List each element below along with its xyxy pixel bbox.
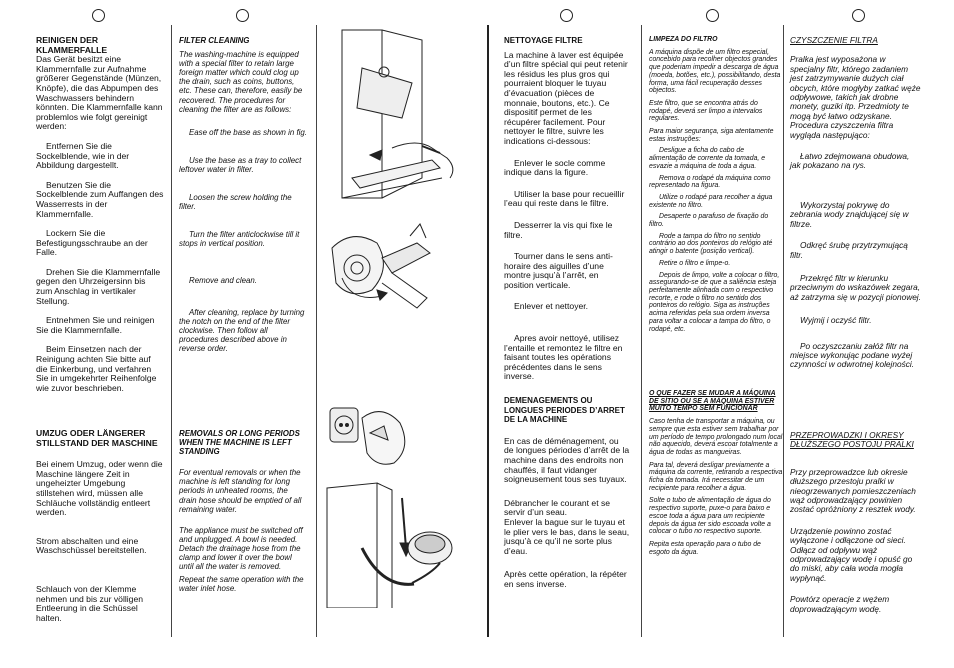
paragraph: Repita esta operação para o tubo de esgoto da água. <box>649 540 761 556</box>
paragraph: Débrancher le courant et se servir d’un seau. Enlever la bague sur le tuyau et le plier vers le bas, dans le seau, jusqu’à ce qu’il ne sorte plus d’eau. <box>504 497 630 556</box>
page-number-marker <box>92 9 105 22</box>
step: Entnehmen Sie und reinigen Sie die Klammernfalle. <box>36 315 155 335</box>
section-heading: NETTOYAGE FILTRE <box>504 36 583 45</box>
step: Entfernen Sie die Sockelblende, wie in der Abbildung dargestellt. <box>36 140 130 171</box>
page-number-marker <box>706 9 719 22</box>
step: Enlever le socle comme indique dans la figure. <box>504 157 606 178</box>
paragraph: The appliance must be switched off and unplugged. A bowl is needed. Detach the drainage hose from the clamp and lower it over the bowl until all the water is removed. <box>179 525 303 572</box>
paragraph: Après cette opération, la répéter en sens inverse. <box>504 569 627 589</box>
step: Desligue a ficha do cabo de alimentação de corrente da tomada, e esvazie a máquina de toda a água. <box>649 147 766 170</box>
step: Loosen the screw holding the filter. <box>179 193 292 212</box>
section-heading: LIMPEZA DO FILTRO <box>649 36 718 43</box>
column-divider-left-2 <box>316 25 317 637</box>
step: Rode a tampa do filtro no sentido contrário ao dos ponteiros do relógio até atingir o batente (posição vertical). <box>649 232 773 256</box>
page-number-marker <box>236 9 249 22</box>
step: Apres avoir nettoyé, utilisez l’entaille et remontez le filtre en faisant toutes les opérations précédentes dans le sens inverse. <box>504 333 623 382</box>
page-divider <box>487 25 489 637</box>
paragraph: The washing-machine is equipped with a special filter to retain large foreign matter which could clog up the drain, such as coins, buttons, etc. These can, therefore, easily be recovered. The procedures for cleaning the filter are as follows: <box>179 50 303 114</box>
french-column <box>504 36 630 589</box>
filter-illustration <box>322 28 484 608</box>
section-heading: REMOVALS OR LONG PERIODS WHEN THE MACHINE IS LEFT STANDING <box>179 429 300 457</box>
paragraph: A máquina dispõe de um filtro especial, concebido para recolher objectos grandes que poderiam impedir a descarga de água (moeda, botões, etc.), possibilitando, desta forma, uma fácil recuperação desses objectos. <box>649 48 781 95</box>
step: Desaperte o parafuso de fixação do filtro. <box>649 213 769 229</box>
portuguese-column <box>649 36 783 556</box>
paragraph: Strom abschalten und eine Waschschüssel bereitstellen. <box>36 535 147 556</box>
step: Remove and clean. <box>189 276 257 286</box>
step: Benutzen Sie die Sockelblende zum Auffangen des Wasserrests in der Klammernfalle. <box>36 179 164 219</box>
paragraph: Solte o tubo de alimentação de água do respectivo suporte, puxe-o para baixo e escoe toda a água para um recipiente depois da água ter sido escoada volte a colocar o tubo no respectivo suporte. <box>649 497 771 536</box>
section-heading: UMZUG ODER LÄNGERER STILLSTAND DER MASCHINE <box>36 428 158 448</box>
step: Po oczyszczaniu załóż filtr na miejsce wykonując podane wyżej czynności w odwrotnej kolejności. <box>790 340 915 370</box>
step: Enlever et nettoyer. <box>514 301 589 312</box>
paragraph: Para maior segurança, siga atentamente estas instruções: <box>649 128 774 143</box>
paragraph: En cas de déménagement, ou de longues périodes d’arrêt de la machine dans des endroits non chauffés, il faut vidanger soigneusement tous ses tuyaux. <box>504 435 630 485</box>
step: Wyjmij i oczyść filtr. <box>800 315 872 326</box>
paragraph: Przy przeprowadzce lub okresie dłuższego przestoju pralki w nieogrzewanych pomieszczeniach wąż odprowadzający powinien zostać opróżniony z resztek wody. <box>790 466 916 515</box>
paragraph: Este filtro, que se encontra atrás do rodapé, deverá ser limpo a intervalos regulares. <box>649 99 763 123</box>
step: Przekręć filtr w kierunku przeciwnym do wskazówek zegara, aż zatrzyma się w pozycji pionowej. <box>790 272 921 302</box>
step: Wykorzystaj pokrywę do zebrania wody znajdującej się w filtrze. <box>790 199 909 229</box>
step: Desserrer la vis qui fixe le filtre. <box>504 219 613 240</box>
paragraph: Para tal, deverá desligar previamente a máquina da corrente, retirando a respectiva ficha da tomada. Irá necessitar de um recipiente para recolher a água. <box>649 461 783 492</box>
column-divider-left <box>171 25 172 637</box>
section-heading: REINIGEN DER KLAMMERFALLE <box>36 35 108 55</box>
page-number-marker <box>852 9 865 22</box>
section-heading: DEMENAGEMENTS OU LONGUES PERIODES D’ARRET DE LA MACHINE <box>504 396 625 425</box>
paragraph: For eventual removals or when the machine is left standing for long periods in unheated rooms, the drain hose should be emptied of all remaining water. <box>179 468 302 514</box>
section-heading: FILTER CLEANING <box>179 36 250 45</box>
step: Remova o rodapé da máquina como representado na figura. <box>649 174 771 190</box>
paragraph: Bei einem Umzug, oder wenn die Maschine längere Zeit in ungeheizter Umgebung stillstehen wird, müssen alle Schläuche vollständig entleert werden. <box>36 459 163 518</box>
step: After cleaning, replace by turning the notch on the end of the filter clockwise. Then follow all procedures described above in reverse order. <box>179 307 305 353</box>
page-number-marker <box>560 9 573 22</box>
section-heading: CZYSZCZENIE FILTRA <box>790 35 878 45</box>
step: Retire o filtro e limpe-o. <box>659 259 731 267</box>
step: Depois de limpo, volte a colocar o filtro, assegurando-se de que a saliência esteja perfeitamente alinhada com o respectivo recorte, e rode o filtro no sentido dos ponteiros do relógio. Siga as instruções acima referidas pela sua ordem inversa para voltar a colocar a tampa do filtro, o rodapé, etc. <box>649 271 780 333</box>
step: Turn the filter anticlockwise till it stops in vertical position. <box>179 230 300 249</box>
english-column <box>179 36 307 594</box>
section-heading: O QUE FAZER SE MUDAR A MÁQUINA DE SÍTIO OU SE A MÁQUINA ESTIVER MUITO TEMPO SEM FUNCIONAR <box>649 390 776 413</box>
step: Use the base as a tray to collect leftover water in filter. <box>179 155 302 174</box>
paragraph: Repeat the same operation with the water inlet hose. <box>179 575 304 594</box>
column-divider-right-1 <box>641 25 642 637</box>
step: Beim Einsetzen nach der Reinigung achten Sie bitte auf die Einkerbung, und verfahren Sie in umgekehrter Reihenfolge wie zuvor beschrieben. <box>36 344 157 393</box>
step: Odkręć śrubę przytrzymującą filtr. <box>790 240 908 260</box>
paragraph: Pralka jest wyposażona w specjalny filtr, którego zadaniem jest zatrzymywanie dużych ciał obcych, które mogłyby zatkać węże odpływowe, takich jak drobne monety, guziki itp. Przedmioty te mogą być łatwo odzyskane. Procedura czyszczenia filtra wygląda następująco: <box>790 54 921 140</box>
paragraph: Schlauch von der Klemme nehmen und bis zur völligen Entleerung in die Schüssel halten. <box>36 583 144 623</box>
polish-column <box>790 35 922 614</box>
step: Tourner dans le sens anti-horaire des aiguilles d’une montre jusqu’à l’arrêt, en position verticale. <box>504 251 613 290</box>
step: Utilize o rodapé para recolher a água existente no filtro. <box>649 193 773 209</box>
step: Ease off the base as shown in fig. <box>189 127 307 137</box>
paragraph: Caso tenha de transportar a máquina, ou sempre que esta estiver sem trabalhar por um período de tempo prolongado num local não aquecido, deverá escoar totalmente a água de todas as mangueiras. <box>649 418 783 456</box>
section-heading: PRZEPROWADZKI I OKRESY DŁUŻSZEGO POSTOJU PRALKI <box>790 430 914 450</box>
column-divider-right-2 <box>783 25 784 637</box>
step: Utiliser la base pour recueillir l’eau qui reste dans le filtre. <box>504 188 625 209</box>
german-column <box>36 35 164 623</box>
paragraph: Das Gerät besitzt eine Klammernfalle zur Aufnahme größerer Gegenstände (Münzen, Knöpfe), die das Abpumpen des Waschwassers behindern könnten. Die Klammernfalle kann problemlos wie folgt gereinigt werden: <box>36 54 163 132</box>
step: Lockern Sie die Befestigungsschraube an der Falle. <box>36 228 148 258</box>
paragraph: Powtórz operacje z wężem doprowadzającym wodę. <box>790 594 890 614</box>
step: Łatwo zdejmowana obudowa, jak pokazano na rys. <box>790 151 910 171</box>
paragraph: Urządzenie powinno zostać wyłączone i odłączone od sieci. Odłącz od odpływu wąż odprowadzający wodę i opuść go do miski, aby cała woda mogła wypłynąć. <box>790 525 913 583</box>
paragraph: La machine à laver est équipée d’un filtre spécial qui peut retenir les résidus les plus gros qui pourraient bloquer le tuyau d’évacuation (pièces de monnaie, boutons, etc.). Ce dispositif permet de les récupérer facilement. Pour nettoyer le filtre, suivre les indications ci-dessous: <box>504 49 628 146</box>
step: Drehen Sie die Klammernfalle gegen den Uhrzeigersinn bis zum Anschlag in vertikaler Stellung. <box>36 266 161 306</box>
